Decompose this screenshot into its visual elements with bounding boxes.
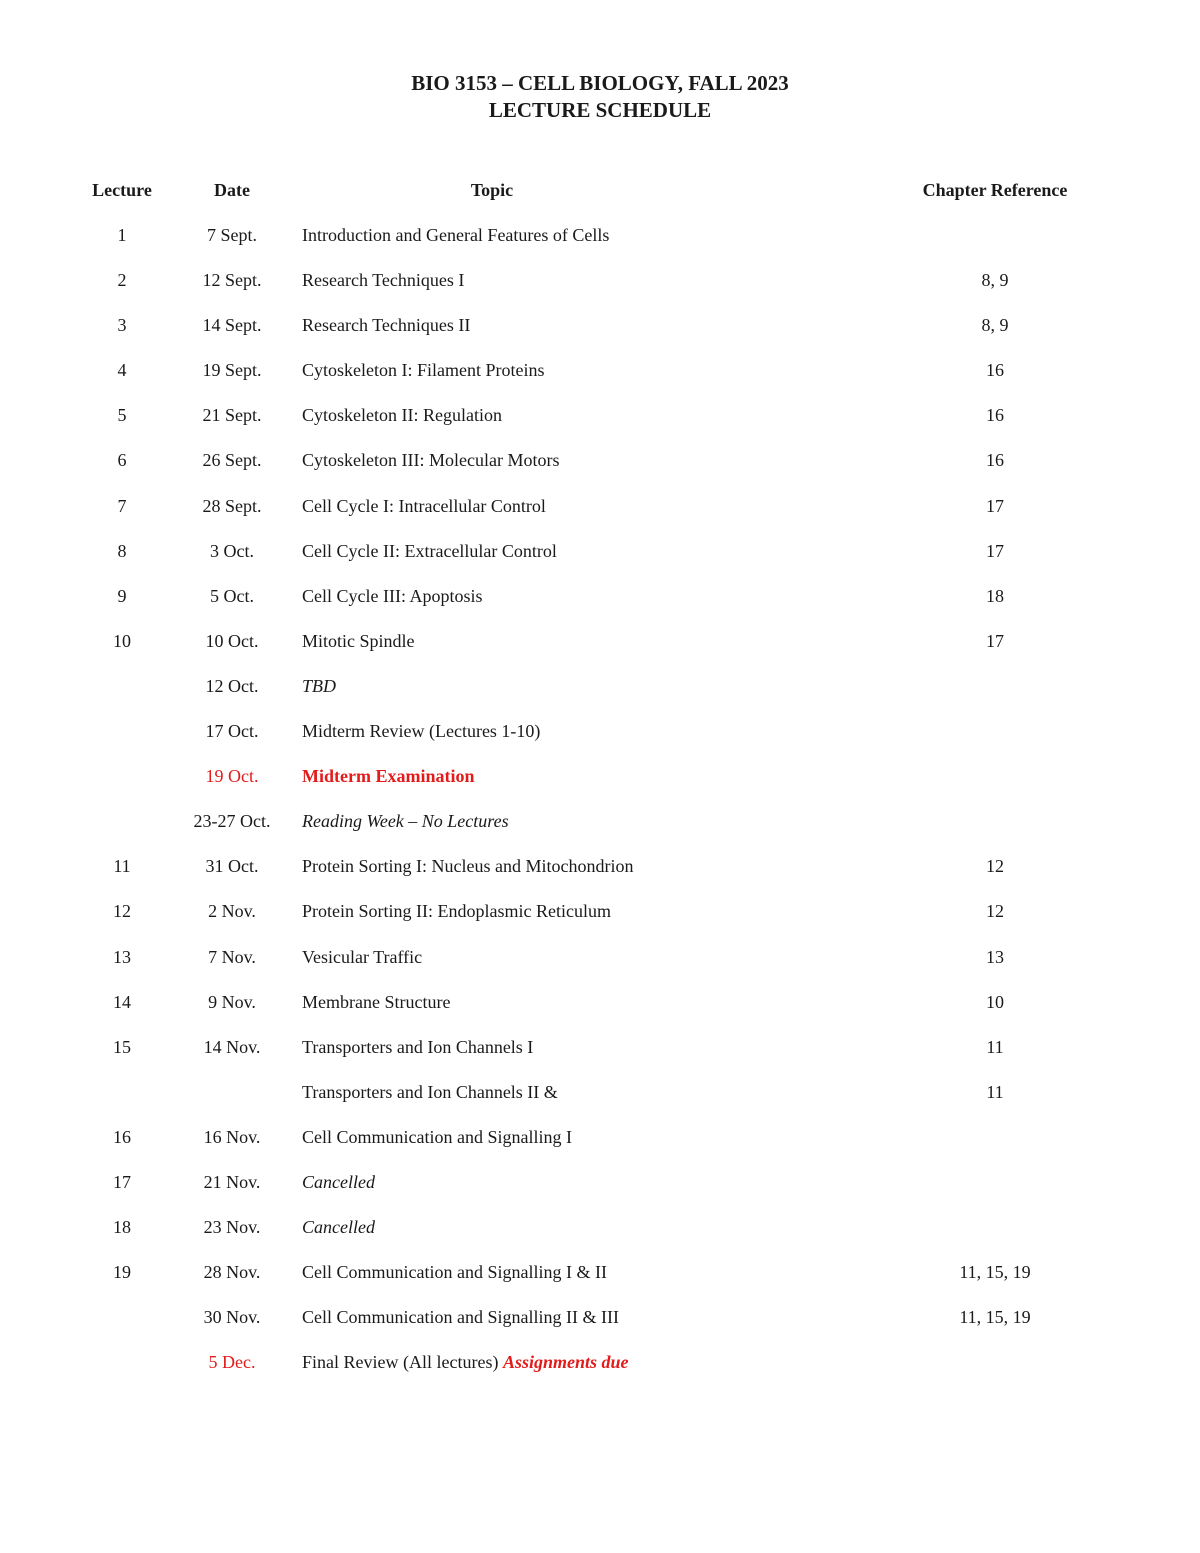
lecture-number: 12 bbox=[113, 901, 131, 922]
lecture-date: 21 Sept. bbox=[202, 405, 262, 426]
table-row bbox=[0, 584, 1200, 629]
lecture-number: 17 bbox=[113, 1171, 131, 1192]
chapter-reference: 11 bbox=[986, 1081, 1004, 1102]
table-row bbox=[0, 1080, 1200, 1125]
topic-text: Midterm Examination bbox=[302, 766, 475, 787]
lecture-topic bbox=[302, 1350, 902, 1374]
lecture-topic bbox=[302, 268, 902, 292]
table-row bbox=[0, 1215, 1200, 1260]
lecture-topic bbox=[302, 1035, 902, 1059]
lecture-topic bbox=[302, 584, 902, 608]
lecture-date: 10 Oct. bbox=[205, 630, 259, 651]
lecture-date: 30 Nov. bbox=[203, 1307, 261, 1328]
lecture-topic bbox=[302, 854, 902, 878]
chapter-reference: 16 bbox=[986, 450, 1004, 471]
topic-text: Cytoskeleton I: Filament Proteins bbox=[302, 360, 545, 381]
table-row bbox=[0, 539, 1200, 584]
topic-text: Vesicular Traffic bbox=[302, 946, 423, 967]
topic-text: Research Techniques I bbox=[302, 270, 465, 291]
lecture-topic bbox=[302, 674, 902, 698]
lecture-number: 8 bbox=[117, 540, 127, 561]
lecture-date: 21 Nov. bbox=[203, 1171, 261, 1192]
chapter-reference: 18 bbox=[986, 585, 1004, 606]
topic-text: Research Techniques II bbox=[302, 315, 471, 336]
schedule-table-body bbox=[0, 223, 1200, 1395]
table-row bbox=[0, 1350, 1200, 1395]
topic-text: Cancelled bbox=[302, 1171, 375, 1192]
table-row bbox=[0, 494, 1200, 539]
chapter-reference: 16 bbox=[986, 405, 1004, 426]
chapter-reference: 17 bbox=[986, 540, 1004, 561]
lecture-number: 10 bbox=[113, 630, 131, 651]
chapter-reference: 17 bbox=[986, 630, 1004, 651]
lecture-topic bbox=[302, 1170, 902, 1194]
table-row bbox=[0, 674, 1200, 719]
lecture-date: 23 Nov. bbox=[203, 1217, 261, 1238]
lecture-number: 7 bbox=[117, 495, 127, 516]
lecture-number: 18 bbox=[113, 1217, 131, 1238]
lecture-date: 28 Nov. bbox=[203, 1262, 261, 1283]
lecture-topic bbox=[302, 1260, 902, 1284]
lecture-number: 9 bbox=[117, 585, 127, 606]
lecture-topic bbox=[302, 809, 902, 833]
lecture-number: 11 bbox=[113, 856, 131, 877]
table-row bbox=[0, 854, 1200, 899]
lecture-date: 19 Sept. bbox=[202, 360, 262, 381]
chapter-reference: 16 bbox=[986, 360, 1004, 381]
lecture-date: 5 Dec. bbox=[208, 1352, 256, 1373]
document-title bbox=[0, 70, 1200, 124]
lecture-date: 19 Oct. bbox=[205, 766, 259, 787]
lecture-topic bbox=[302, 1125, 902, 1149]
header-lecture: Lecture bbox=[92, 180, 152, 200]
table-row bbox=[0, 1125, 1200, 1170]
table-row bbox=[0, 764, 1200, 809]
topic-text: Final Review (All lectures) bbox=[302, 1352, 499, 1373]
topic-text: Cytoskeleton II: Regulation bbox=[302, 405, 502, 426]
lecture-date: 14 Nov. bbox=[203, 1036, 261, 1057]
chapter-reference: 10 bbox=[986, 991, 1004, 1012]
lecture-date: 3 Oct. bbox=[210, 540, 254, 561]
chapter-reference: 11 bbox=[986, 1036, 1004, 1057]
chapter-reference: 17 bbox=[986, 495, 1004, 516]
topic-text: Protein Sorting II: Endoplasmic Reticulum bbox=[302, 901, 611, 922]
table-row bbox=[0, 629, 1200, 674]
lecture-topic bbox=[302, 403, 902, 427]
lecture-topic bbox=[302, 223, 902, 247]
header-chapter-reference: Chapter Reference bbox=[922, 180, 1068, 200]
chapter-reference: 8, 9 bbox=[981, 315, 1009, 336]
lecture-topic bbox=[302, 945, 902, 969]
header-topic: Topic bbox=[470, 180, 514, 200]
table-row bbox=[0, 403, 1200, 448]
topic-text: Cell Cycle II: Extracellular Control bbox=[302, 540, 557, 561]
lecture-date: 12 Oct. bbox=[205, 675, 259, 696]
table-row bbox=[0, 358, 1200, 403]
lecture-number: 3 bbox=[117, 315, 127, 336]
lecture-date: 5 Oct. bbox=[210, 585, 254, 606]
lecture-number: 1 bbox=[117, 225, 127, 245]
topic-text: Midterm Review (Lectures 1-10) bbox=[302, 721, 541, 742]
header-date: Date bbox=[214, 180, 250, 200]
lecture-topic bbox=[302, 313, 902, 337]
table-row bbox=[0, 719, 1200, 764]
lecture-date: 9 Nov. bbox=[208, 991, 256, 1012]
topic-text: Transporters and Ion Channels II & bbox=[302, 1081, 558, 1102]
table-row bbox=[0, 1305, 1200, 1350]
lecture-number: 14 bbox=[113, 991, 131, 1012]
lecture-date: 12 Sept. bbox=[202, 270, 262, 291]
assignments-due-note: Assignments due bbox=[502, 1352, 629, 1373]
table-row bbox=[0, 990, 1200, 1035]
topic-text: Cancelled bbox=[302, 1217, 375, 1238]
lecture-topic bbox=[302, 719, 902, 743]
topic-text: Protein Sorting I: Nucleus and Mitochondrion bbox=[302, 856, 634, 877]
table-row bbox=[0, 313, 1200, 358]
topic-text: Cytoskeleton III: Molecular Motors bbox=[302, 450, 560, 471]
topic-text: Reading Week – No Lectures bbox=[302, 811, 509, 832]
topic-text: Cell Communication and Signalling I & II bbox=[302, 1262, 607, 1283]
lecture-topic bbox=[302, 1305, 902, 1329]
lecture-date: 14 Sept. bbox=[202, 315, 262, 336]
table-row bbox=[0, 268, 1200, 313]
lecture-number: 2 bbox=[117, 270, 127, 291]
lecture-topic bbox=[302, 1215, 902, 1239]
lecture-topic bbox=[302, 494, 902, 518]
lecture-number: 13 bbox=[113, 946, 131, 967]
lecture-topic bbox=[302, 629, 902, 653]
table-row bbox=[0, 223, 1200, 268]
chapter-reference: 11, 15, 19 bbox=[959, 1307, 1031, 1328]
chapter-reference: 13 bbox=[986, 946, 1004, 967]
lecture-topic bbox=[302, 358, 902, 382]
lecture-topic bbox=[302, 539, 902, 563]
lecture-date: 23-27 Oct. bbox=[193, 811, 271, 832]
table-row bbox=[0, 1170, 1200, 1215]
topic-text: Cell Cycle III: Apoptosis bbox=[302, 585, 483, 606]
chapter-reference: 11, 15, 19 bbox=[959, 1262, 1031, 1283]
lecture-date: 2 Nov. bbox=[208, 901, 256, 922]
table-row bbox=[0, 809, 1200, 854]
table-row bbox=[0, 899, 1200, 944]
table-row bbox=[0, 1260, 1200, 1305]
lecture-topic bbox=[302, 764, 902, 788]
topic-text: Cell Communication and Signalling I bbox=[302, 1126, 572, 1147]
lecture-number: 4 bbox=[117, 360, 127, 381]
schedule-title: LECTURE SCHEDULE bbox=[488, 98, 712, 122]
lecture-date: 17 Oct. bbox=[205, 721, 259, 742]
lecture-topic bbox=[302, 1080, 902, 1104]
table-row bbox=[0, 1035, 1200, 1080]
table-row bbox=[0, 945, 1200, 990]
topic-text: Membrane Structure bbox=[302, 991, 451, 1012]
topic-text: Mitotic Spindle bbox=[302, 630, 415, 651]
chapter-reference: 12 bbox=[986, 901, 1004, 922]
lecture-number: 19 bbox=[113, 1262, 131, 1283]
lecture-date: 26 Sept. bbox=[202, 450, 262, 471]
lecture-topic bbox=[302, 899, 902, 923]
table-row bbox=[0, 448, 1200, 493]
topic-text: Cell Cycle I: Intracellular Control bbox=[302, 495, 546, 516]
topic-text: Introduction and General Features of Cells bbox=[302, 225, 610, 245]
chapter-reference: 12 bbox=[986, 856, 1004, 877]
topic-text: Cell Communication and Signalling II & III bbox=[302, 1307, 619, 1328]
lecture-number: 16 bbox=[113, 1126, 131, 1147]
lecture-date: 28 Sept. bbox=[202, 495, 262, 516]
lecture-topic bbox=[302, 448, 902, 472]
lecture-topic bbox=[302, 990, 902, 1014]
lecture-number: 6 bbox=[117, 450, 127, 471]
lecture-number: 5 bbox=[117, 405, 127, 426]
chapter-reference: 8, 9 bbox=[981, 270, 1009, 291]
lecture-number: 15 bbox=[113, 1036, 131, 1057]
lecture-date: 16 Nov. bbox=[203, 1126, 261, 1147]
lecture-date: 7 Sept. bbox=[206, 225, 257, 245]
topic-text: TBD bbox=[302, 675, 337, 696]
topic-text: Transporters and Ion Channels I bbox=[302, 1036, 534, 1057]
lecture-date: 31 Oct. bbox=[205, 856, 259, 877]
course-title: BIO 3153 – CELL BIOLOGY, FALL 2023 bbox=[411, 71, 789, 95]
lecture-date: 7 Nov. bbox=[208, 946, 256, 967]
table-header bbox=[0, 178, 1200, 202]
